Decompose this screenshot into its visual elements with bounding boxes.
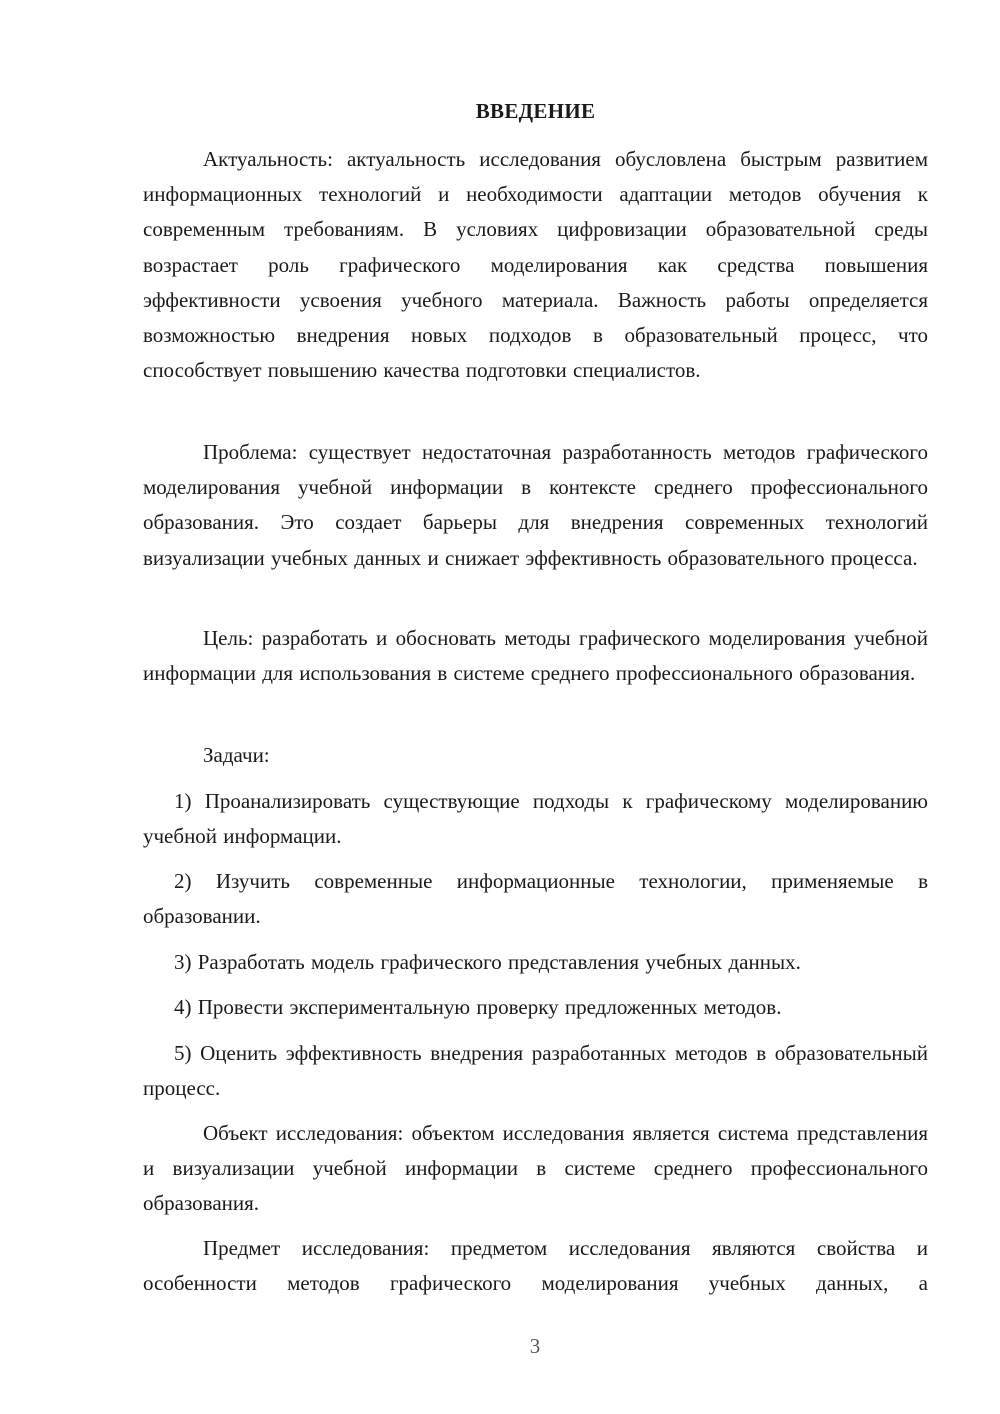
task-item-3: 3) Разработать модель графического представления учебных данных. [174,950,801,974]
task-item-2: 2) Изучить современные информационные технологии, применяемые в образовании. [143,869,928,929]
tasks-label: Задачи: [203,743,270,767]
paragraph-goal: Цель: разработать и обосновать методы графического моделирования учебной информации для использования в системе среднего профессионального образования. [143,626,928,686]
paragraph-subject: Предмет исследования: предметом исследования являются свойства и особенности методов графического моделирования учебных данных, а [143,1236,928,1296]
paragraph-relevance: Актуальность: актуальность исследования обусловлена быстрым развитием информационных технологий и необходимости адаптации методов обучения к современным требованиям. В условиях цифровизации образовательной среды возрастает роль графического моделирования как средства повышения эффективности усвоения учебного материала. Важность работы определяется возможностью внедрения новых подходов в образовательный процесс, что способствует повышению качества подготовки специалистов. [143,147,928,383]
paragraph-object: Объект исследования: объектом исследования является система представления и визуализации учебной информации в системе среднего профессионального образования. [143,1121,928,1216]
paragraph-problem: Проблема: существует недостаточная разработанность методов графического моделирования учебной информации в контексте среднего профессионального образования. Это создает барьеры для внедрения современных технологий визуализации учебных данных и снижает эффективность образовательного процесса. [143,440,928,570]
task-item-4: 4) Провести экспериментальную проверку предложенных методов. [174,995,782,1019]
section-heading: ВВЕДЕНИЕ [475,99,596,123]
task-item-5: 5) Оценить эффективность внедрения разработанных методов в образовательный процесс. [143,1041,928,1101]
task-item-1: 1) Проанализировать существующие подходы к графическому моделированию учебной информации. [143,789,928,849]
page-number: 3 [529,1334,541,1358]
